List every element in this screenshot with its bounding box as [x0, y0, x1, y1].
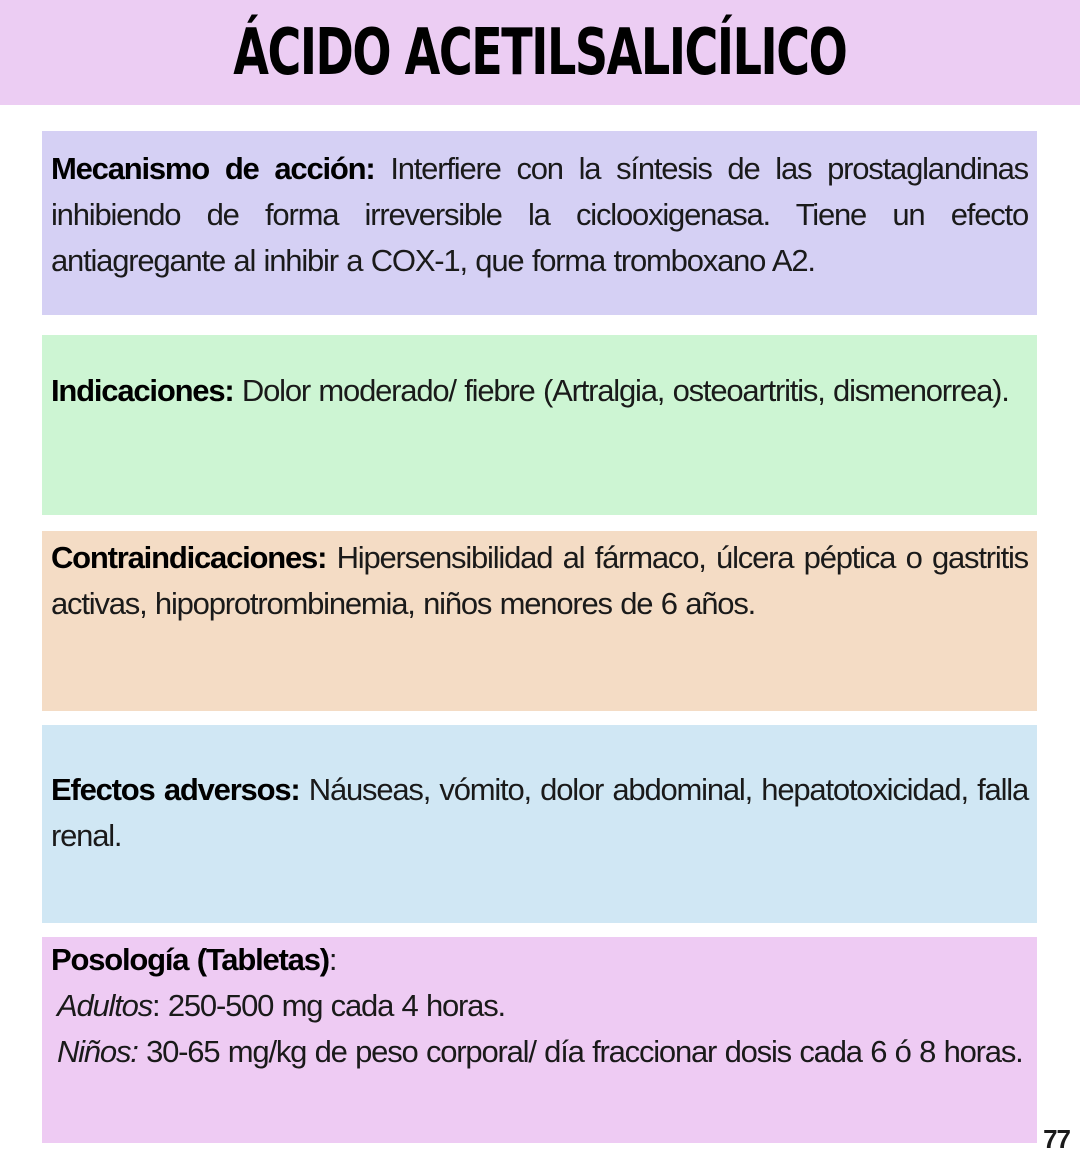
mecanismo-label: Mecanismo de acción: [51, 151, 375, 186]
indicaciones-paragraph [51, 368, 1028, 414]
adultos-text: : 250-500 mg cada 4 horas. [152, 988, 505, 1023]
posologia-label: Posología (Tabletas) [51, 942, 329, 977]
indicaciones-text: Dolor moderado/ fiebre (Artralgia, osteoartritis, dismenorrea). [233, 373, 1009, 408]
posologia-heading [51, 937, 1028, 983]
page-number: 77 [1043, 1124, 1070, 1154]
ninos-text: 30-65 mg/kg de peso corporal/ día fraccionar dosis cada 6 ó 8 horas. [137, 1034, 1023, 1069]
contraindicaciones-text: Hipersensibilidad al fármaco, úlcera péptica o gastritis activas, hipoprotrombinemia, niños menores de 6 años. [51, 540, 1028, 621]
efectos-section [42, 725, 1037, 923]
efectos-paragraph [51, 767, 1028, 859]
page-title: ÁCIDO ACETILSALICÍLICO [233, 15, 847, 90]
efectos-text: Náuseas, vómito, dolor abdominal, hepatotoxicidad, falla renal. [51, 772, 1028, 853]
title-banner [0, 0, 1080, 105]
efectos-label: Efectos adversos: [51, 772, 300, 807]
contraindicaciones-label: Contraindicaciones: [51, 540, 327, 575]
contraindicaciones-section [42, 531, 1037, 711]
posologia-colon: : [328, 942, 337, 977]
contraindicaciones-paragraph [51, 535, 1028, 627]
mecanismo-text: Interfiere con la síntesis de las prostaglandinas inhibiendo de forma irreversible la ciclooxigenasa. Tiene un efecto antiagregante al inhibir a COX-1, que forma tromboxano A2. [51, 151, 1028, 278]
ninos-label: Niños: [57, 1034, 138, 1069]
posologia-ninos [51, 1029, 1028, 1075]
mecanismo-paragraph [51, 146, 1028, 284]
indicaciones-section [42, 335, 1037, 515]
posologia-adultos [51, 983, 1028, 1029]
indicaciones-label: Indicaciones: [51, 373, 234, 408]
adultos-label: Adultos [57, 988, 152, 1023]
posologia-section [42, 937, 1037, 1143]
mecanismo-section [42, 131, 1037, 315]
